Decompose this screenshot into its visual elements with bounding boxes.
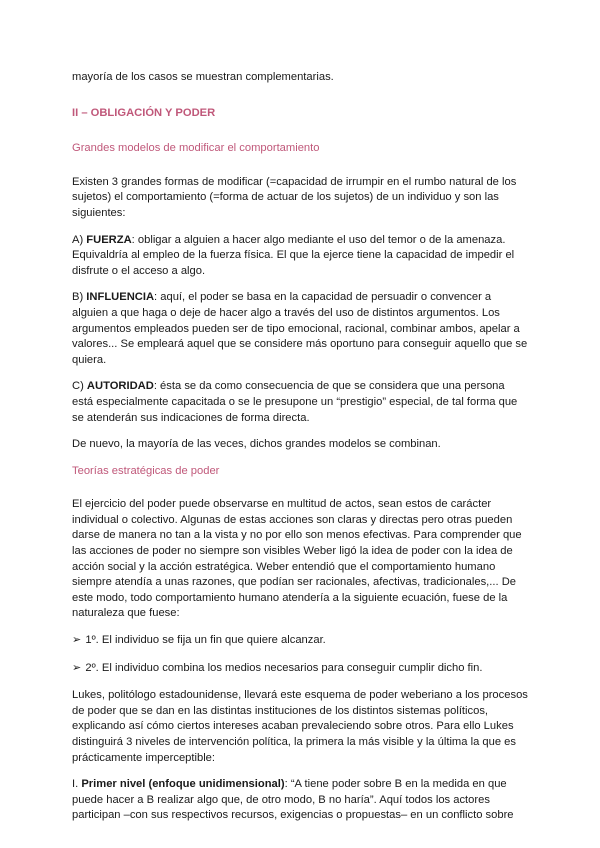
item-prefix: A) bbox=[72, 233, 87, 246]
item-text: : ésta se da como consecuencia de que se considera que una persona está especialmente capacitada o se le presupone un “prestigio” especial, de tal forma que se atenderán sus indicaciones de forma directa. bbox=[72, 380, 518, 424]
item-text: : aquí, el poder se basa en la capacidad de persuadir o convencer a alguien a que haga o deje de hacer algo a través del uso de distintos argumentos. Los argumentos empleados pueden ser de tipo emocional, racional, combinar ambos, apelar a valores... Se empleará aquel que se considere más oportuno para conseguir aquello que se quiera. bbox=[72, 291, 528, 366]
item-term: FUERZA bbox=[86, 233, 132, 246]
paragraph-models: Existen 3 grandes formas de modificar (=capacidad de irrumpir en el rumbo natural de los sujetos) el comportamiento (=forma de actuar de los sujetos) de un individuo y son las siguientes: bbox=[72, 175, 517, 219]
level-text: : “A tiene poder sobre B en la medida en que puede hacer a B realizar algo que, de otro modo, B no haría”. Aquí todos los actores participan –con sus respectivos recursos, exigencias o propuestas– en un conflicto sobre bbox=[72, 778, 514, 822]
arrow-bullet-icon: ➢ bbox=[72, 634, 82, 647]
subheading-models: Grandes modelos de modificar el comportamiento bbox=[72, 142, 320, 155]
item-text: : obligar a alguien a hacer algo mediante el uso del temor o de la amenaza. Equivaldría al empleo de la fuerza física. El que la ejerce tiene la capacidad de impedir el disfrute o el acceso a algo. bbox=[72, 233, 515, 277]
bullet-item bbox=[72, 661, 528, 677]
level-one bbox=[72, 777, 528, 824]
bullet-item bbox=[72, 633, 528, 649]
bullet-text: 1º. El individuo se fija un fin que quiere alcanzar. bbox=[85, 634, 326, 647]
intro-line: mayoría de los casos se muestran complementarias. bbox=[72, 71, 334, 83]
section-title: II – OBLIGACIÓN Y PODER bbox=[72, 106, 216, 119]
level-prefix: I. bbox=[72, 778, 82, 791]
paragraph-lukes: Lukes, politólogo estadounidense, llevará este esquema de poder weberiano a los procesos de poder que se dan en las distintas instituciones de los distintos sistemas políticos, explicando así cómo ciertos intereses acaban prevaleciendo sobre otros. Para ello Lukes distinguirá 3 niveles de intervención política, la primera la más visible y la última la que es prácticamente imperceptible: bbox=[72, 689, 528, 764]
item-fuerza bbox=[72, 233, 528, 280]
item-prefix: B) bbox=[72, 291, 87, 304]
item-autoridad bbox=[72, 379, 528, 426]
item-prefix: C) bbox=[72, 380, 87, 393]
level-term: Primer nivel (enfoque unidimensional) bbox=[81, 778, 285, 791]
item-term: INFLUENCIA bbox=[86, 291, 155, 304]
subheading-theories: Teorías estratégicas de poder bbox=[72, 464, 220, 477]
paragraph-weber: El ejercicio del poder puede observarse en multitud de actos, sean estos de carácter individual o colectivo. Algunas de estas acciones son claras y directas pero otras pueden darse de manera no tan a la vista y no por ello son menos efectivas. Para comprender que las acciones de poder no siempre son visibles Weber ligó la idea de poder con la idea de acción social y la acción estratégica. Weber entendió que el comportamiento humano siempre atendía a unas razones, que podían ser racionales, afectivas, tradicionales,... De este modo, todo comportamiento humano atendería a la siguiente ecuación, fuese de la naturaleza que fuese: bbox=[72, 498, 522, 620]
document-body bbox=[72, 70, 528, 834]
arrow-bullet-icon: ➢ bbox=[72, 661, 82, 674]
item-influencia bbox=[72, 290, 528, 368]
paragraph-combine: De nuevo, la mayoría de las veces, dichos grandes modelos se combinan. bbox=[72, 438, 441, 451]
bullet-text: 2º. El individuo combina los medios necesarios para conseguir cumplir dicho fin. bbox=[85, 661, 483, 674]
item-term: AUTORIDAD bbox=[86, 380, 154, 393]
